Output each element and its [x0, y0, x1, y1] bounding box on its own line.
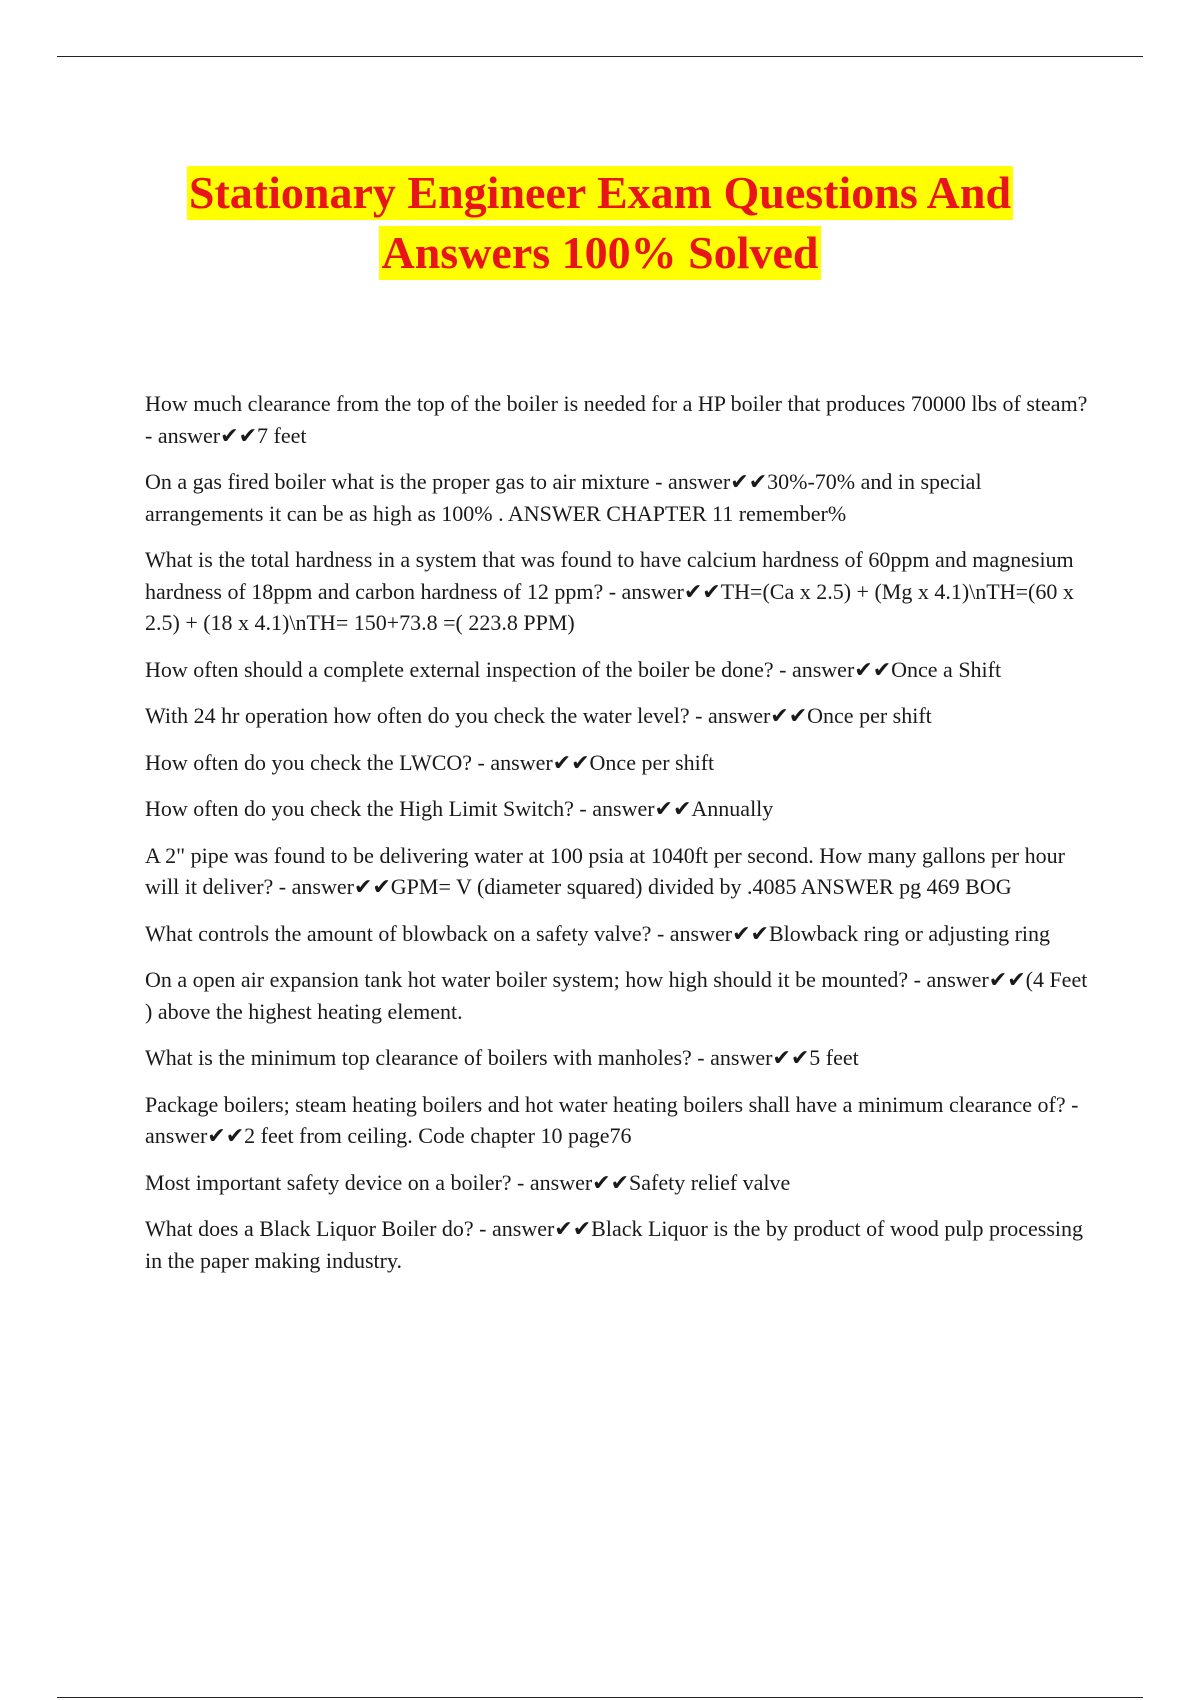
qa-item: With 24 hr operation how often do you check the water level? - answer✔✔Once per shift — [145, 703, 932, 728]
qa-item: A 2" pipe was found to be delivering water at 100 psia at 1040ft per second. How many gallons per hour will it deliver? - answer✔✔GPM= V (diameter squared) divided by .4085 ANSWER pg 469 BOG — [145, 842, 1071, 899]
qa-item: How much clearance from the top of the boiler is needed for a HP boiler that produces 70000 lbs of steam? - answer✔✔7 feet — [145, 391, 1093, 448]
qa-item: What is the minimum top clearance of boilers with manholes? - answer✔✔5 feet — [145, 1045, 859, 1070]
qa-list — [145, 388, 1093, 1291]
qa-item: How often do you check the High Limit Switch? - answer✔✔Annually — [145, 796, 774, 821]
header-rule — [57, 56, 1143, 57]
title-line-1: Stationary Engineer Exam Questions And — [188, 167, 1012, 218]
qa-item: On a open air expansion tank hot water boiler system; how high should it be mounted? - answer✔✔(4 Feet ) above the highest heating element. — [145, 967, 1093, 1024]
qa-item: Most important safety device on a boiler? - answer✔✔Safety relief valve — [145, 1169, 791, 1195]
qa-item: What does a Black Liquor Boiler do? - answer✔✔Black Liquor is the by product of wood pulp processing in the paper making industry. — [145, 1216, 1089, 1273]
qa-item: Package boilers; steam heating boilers and hot water heating boilers shall have a minimum clearance of? - answer✔✔2 feet from ceiling. Code chapter 10 page76 — [145, 1091, 1084, 1148]
qa-item: What is the total hardness in a system that was found to have calcium hardness of 60ppm and magnesium hardness of 18ppm and carbon hardness of 12 ppm? - answer✔✔TH=(Ca x 2.5) + (Mg x 4.1)\nTH=(60 x 2.5) + (18 x 4.1)\nTH= 150+73.8 =( 223.8 PPM) — [145, 547, 1080, 635]
qa-item: On a gas fired boiler what is the proper gas to air mixture - answer✔✔30%-70% and in special arrangements it can be as high as 100% . ANSWER CHAPTER 11 remember% — [145, 469, 988, 526]
title-line-2: Answers 100% Solved — [381, 227, 819, 278]
qa-item: How often should a complete external inspection of the boiler be done? - answer✔✔Once a Shift — [145, 656, 1002, 682]
qa-item: How often do you check the LWCO? - answer✔✔Once per shift — [145, 749, 715, 775]
qa-item: What controls the amount of blowback on a safety valve? - answer✔✔Blowback ring or adjusting ring — [145, 920, 1051, 946]
footer-rule — [57, 1697, 1143, 1698]
document-title — [0, 166, 1200, 286]
